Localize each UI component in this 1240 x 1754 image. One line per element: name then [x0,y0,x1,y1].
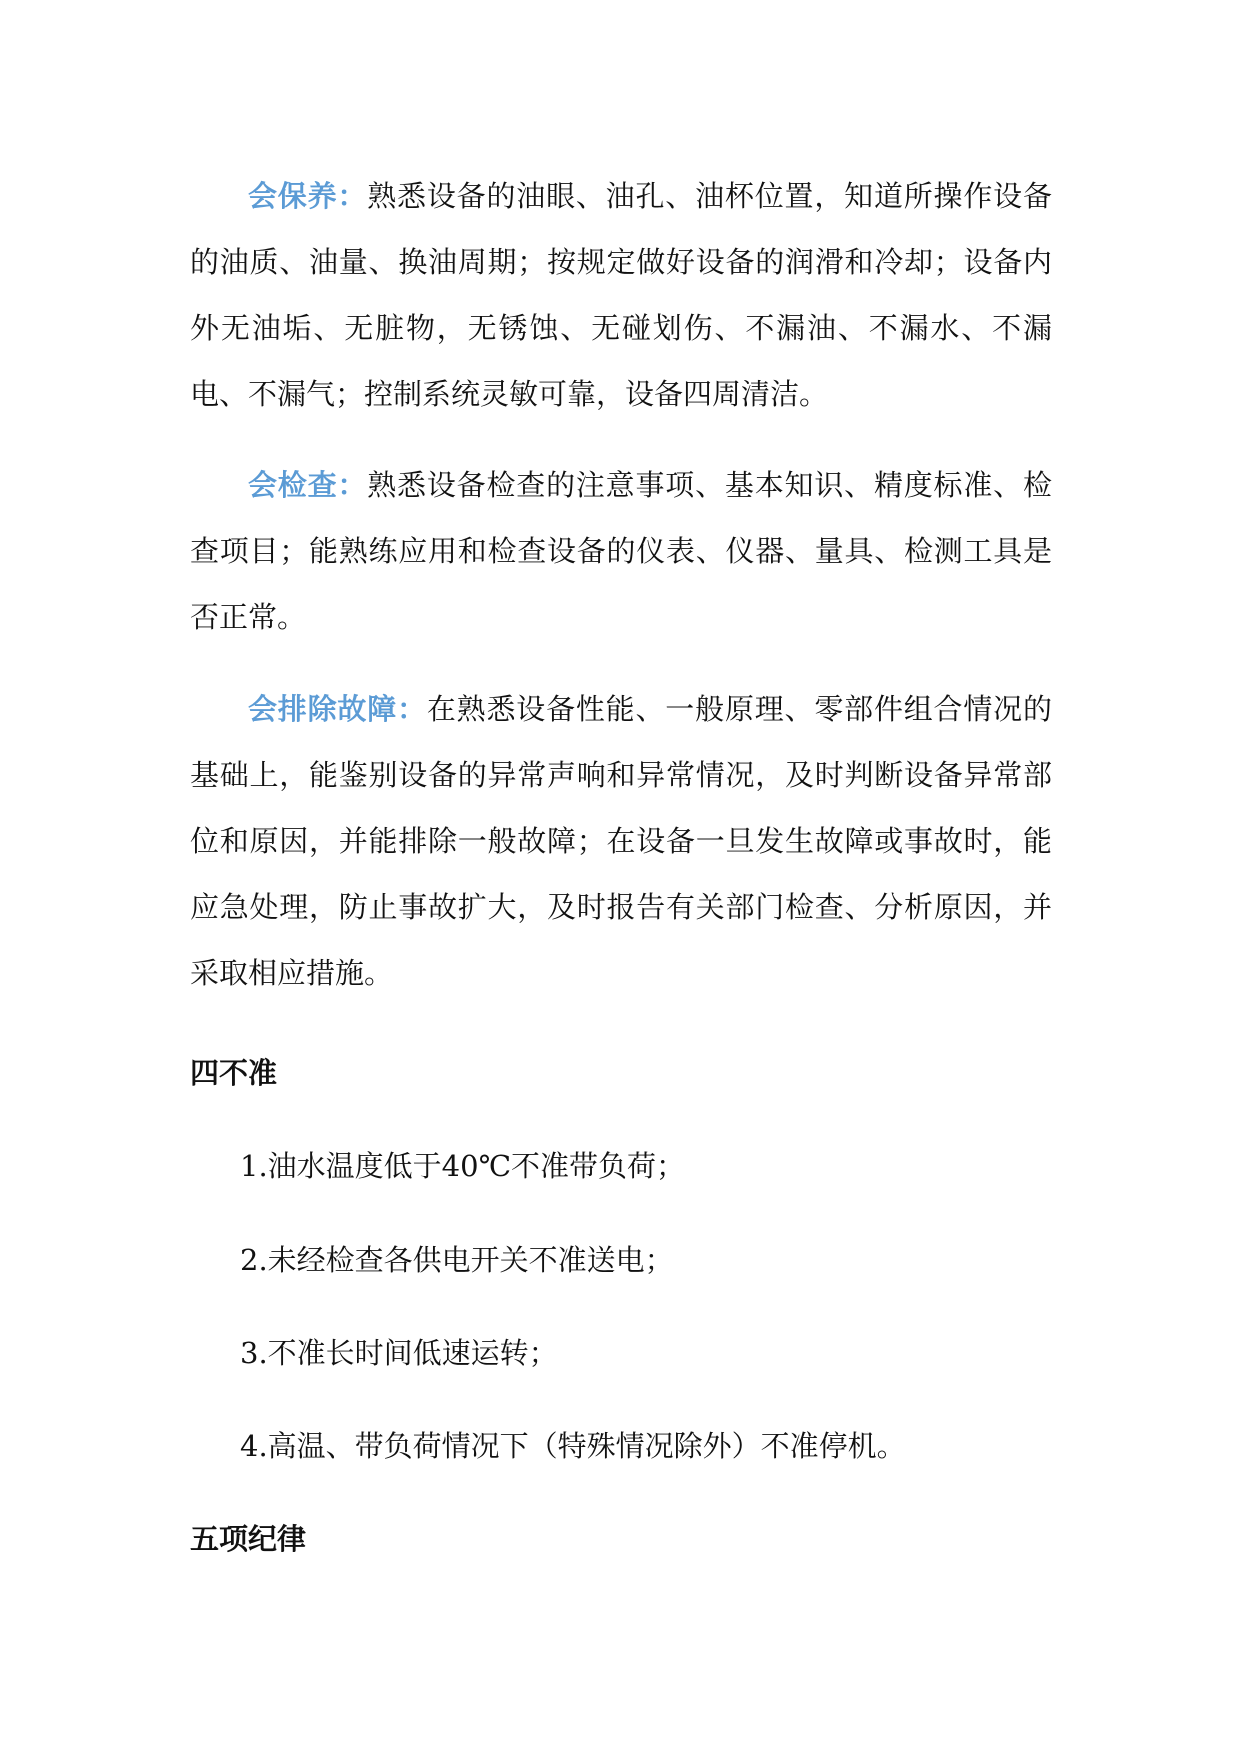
five-disciplines-heading: 五项纪律 [190,1522,307,1556]
maintenance-text: 熟悉设备的油眼、油孔、油杯位置，知道所操作设备的油质、油量、换油周期；按规定做好设备的润滑和冷却；设备内外无油垢、无脏物，无锈蚀、无碰划伤、不漏油、不漏水、不漏电、不漏气；控制系统灵敏可靠，设备四周清洁。 [190,179,1052,411]
troubleshooting-text: 在熟悉设备性能、一般原理、零部件组合情况的基础上，能鉴别设备的异常声响和异常情况，及时判断设备异常部位和原因，并能排除一般故障；在设备一旦发生故障或事故时，能应急处理，防止事故扩大，及时报告有关部门检查、分析原因，并采取相应措施。 [190,692,1052,990]
inspection-paragraph [190,452,1052,650]
inspection-lead: 会检查： [248,468,368,502]
prohibition-item-1: 1.油水温度低于40℃不准带负荷； [240,1149,686,1183]
prohibition-item-4: 4.高温、带负荷情况下（特殊情况除外）不准停机。 [240,1429,906,1463]
four-prohibitions-heading: 四不准 [190,1056,278,1090]
maintenance-lead: 会保养： [248,179,368,213]
prohibition-item-3: 3.不准长时间低速运转； [240,1336,558,1370]
maintenance-paragraph [190,163,1052,427]
troubleshooting-paragraph [190,676,1052,1006]
inspection-text: 熟悉设备检查的注意事项、基本知识、精度标准、检查项目；能熟练应用和检查设备的仪表、仪器、量具、检测工具是否正常。 [190,468,1052,634]
troubleshooting-lead: 会排除故障： [248,692,427,726]
prohibition-item-2: 2.未经检查各供电开关不准送电； [240,1243,674,1277]
